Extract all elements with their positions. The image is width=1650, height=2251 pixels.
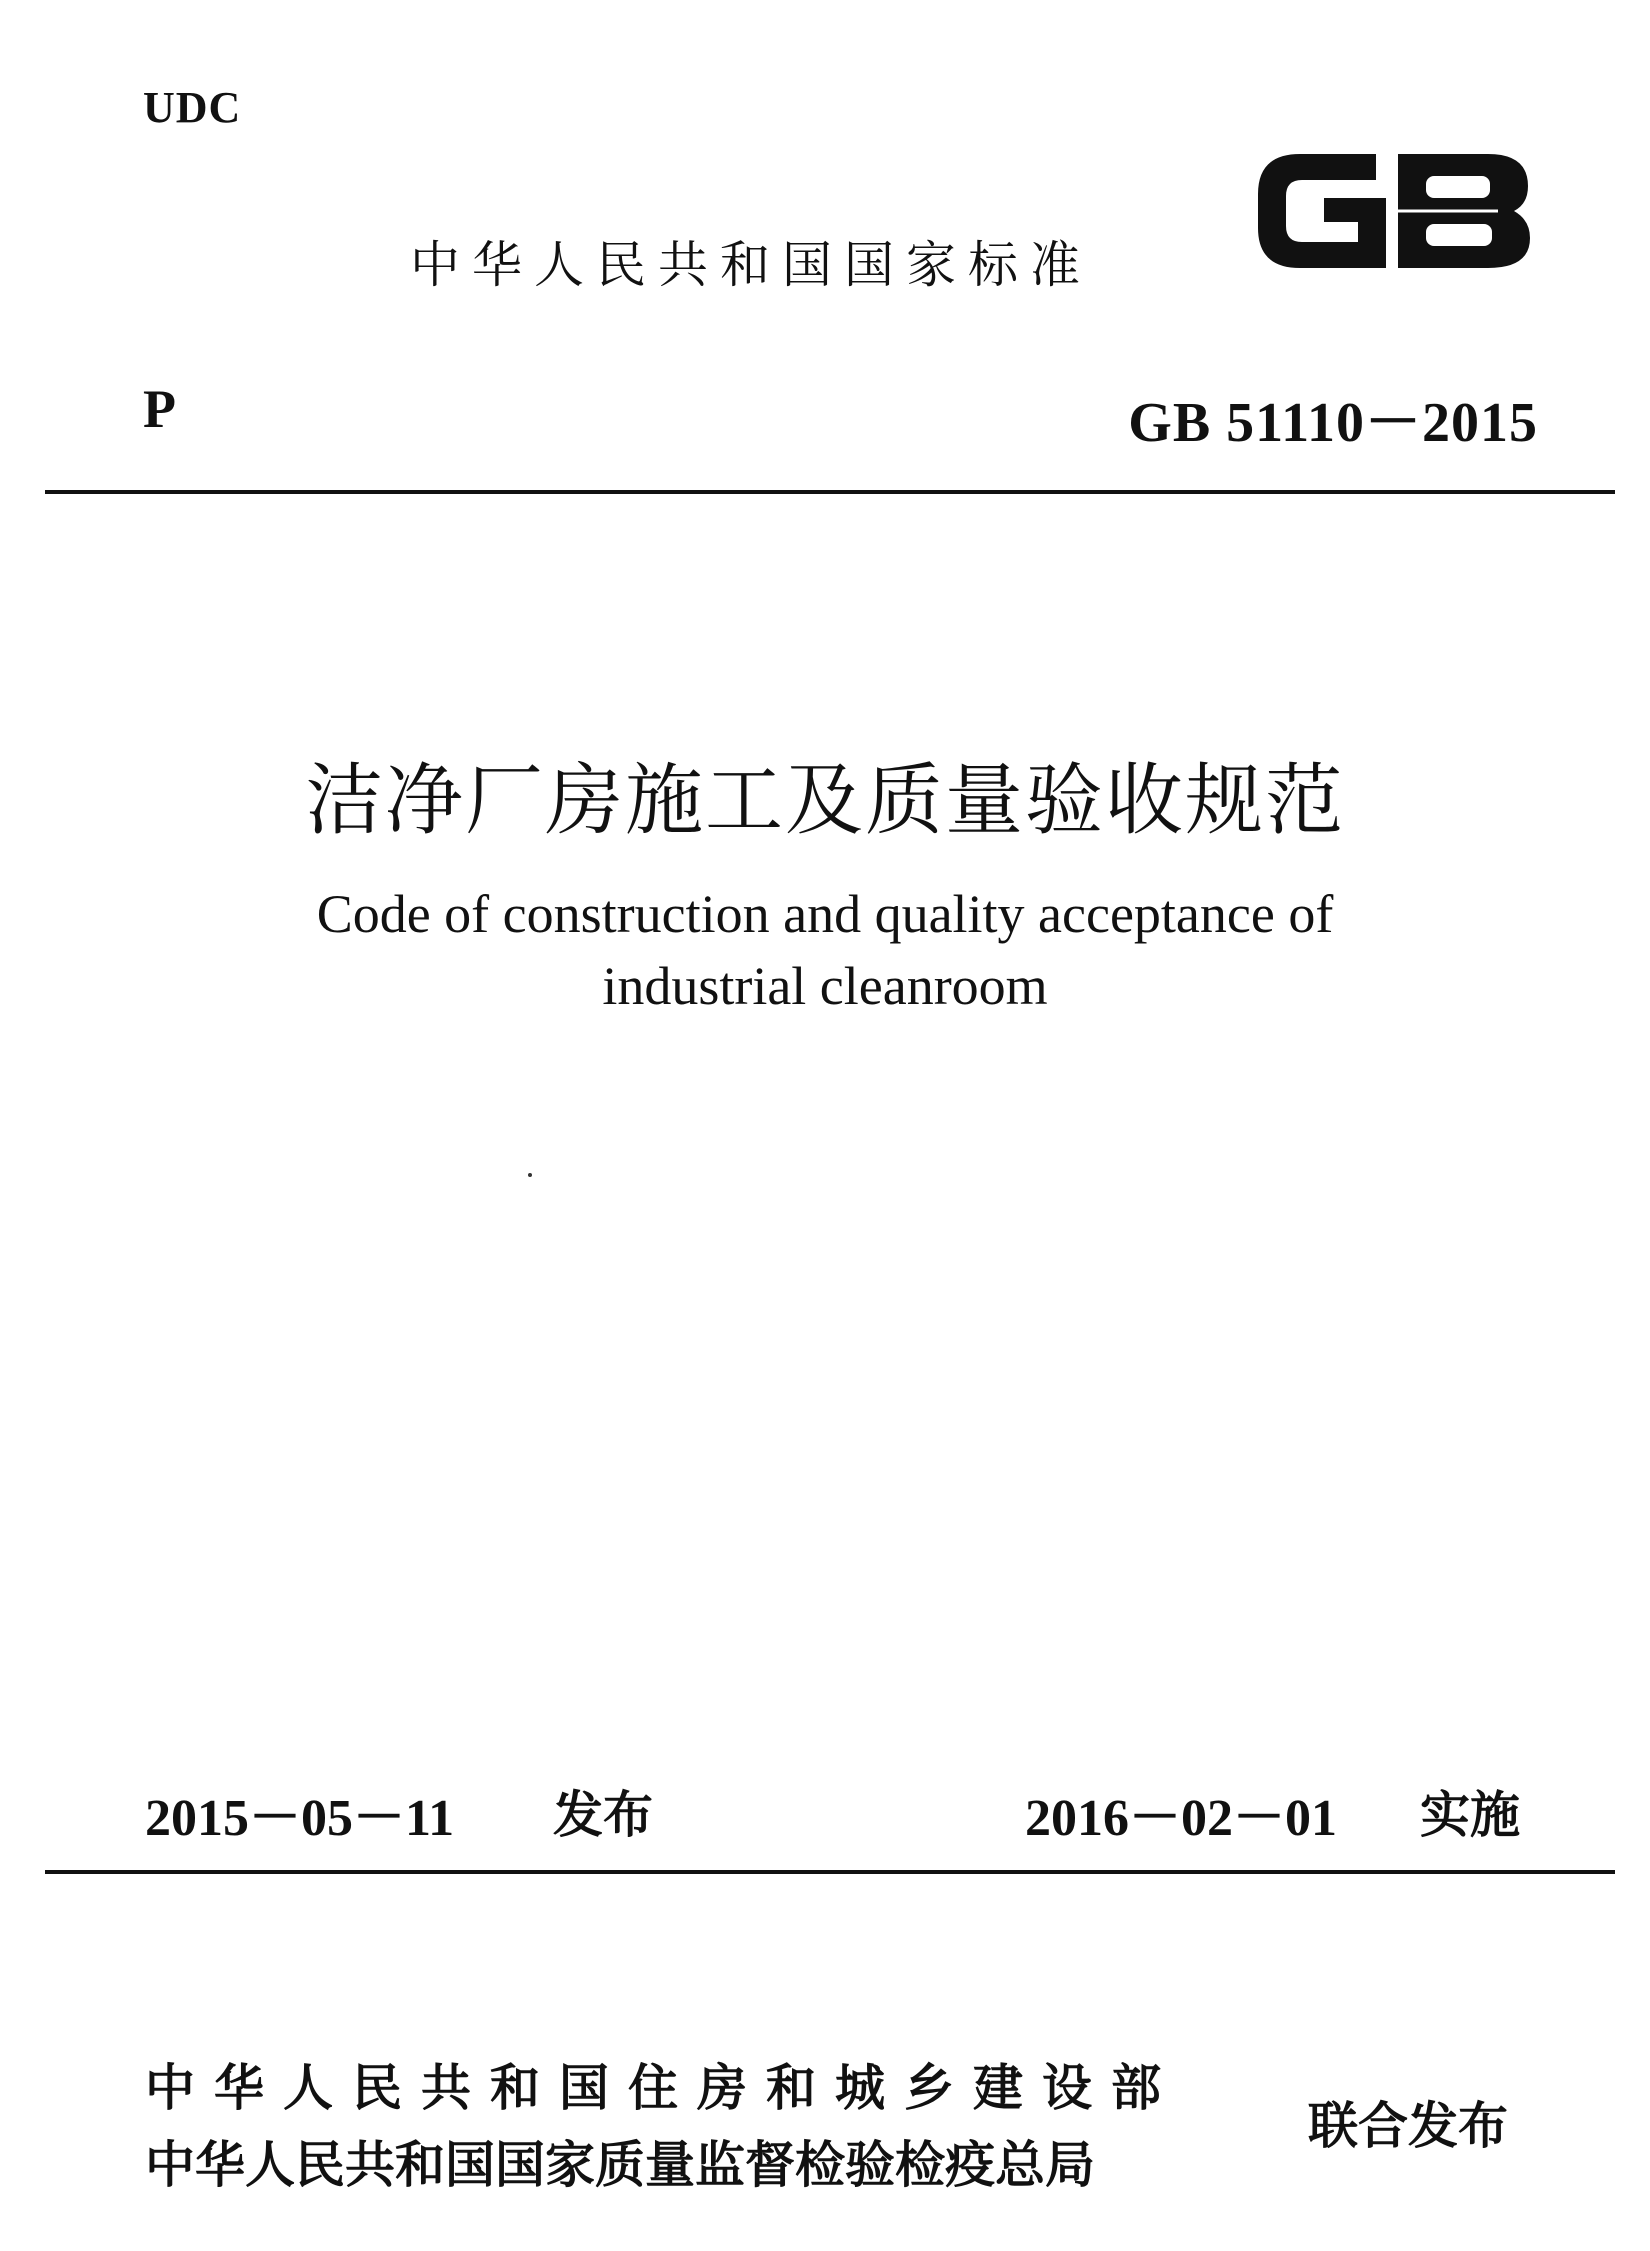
standard-number: GB 51110－2015 <box>1128 392 1538 454</box>
joint-issue-label: 联合发布 <box>1308 2097 1508 2155</box>
issue-label: 发布 <box>553 1786 653 1844</box>
issuer-ministry-housing: 中华人民共和国住房和城乡建设部 <box>145 2059 1180 2117</box>
classification-code: P <box>143 379 176 439</box>
title-english-line2: industrial cleanroom <box>602 956 1048 1016</box>
issuer-aqsiq: 中华人民共和国国家质量监督检验检疫总局 <box>145 2136 1095 2194</box>
standard-type: 中华人民共和国国家标准 <box>410 236 1092 294</box>
title-english-line1: Code of construction and quality acceptance of <box>316 884 1334 944</box>
issue-date: 2015－05－11 <box>145 1790 455 1847</box>
implementation-label: 实施 <box>1420 1786 1520 1844</box>
gb-logo-icon <box>1248 136 1538 286</box>
title-english <box>0 878 1650 1022</box>
scan-speck <box>528 1173 532 1177</box>
bottom-divider <box>45 1870 1615 1874</box>
top-divider <box>45 490 1615 494</box>
implementation-date: 2016－02－01 <box>1025 1790 1338 1847</box>
title-chinese: 洁净厂房施工及质量验收规范 <box>304 756 1345 846</box>
udc-label: UDC <box>143 83 242 132</box>
